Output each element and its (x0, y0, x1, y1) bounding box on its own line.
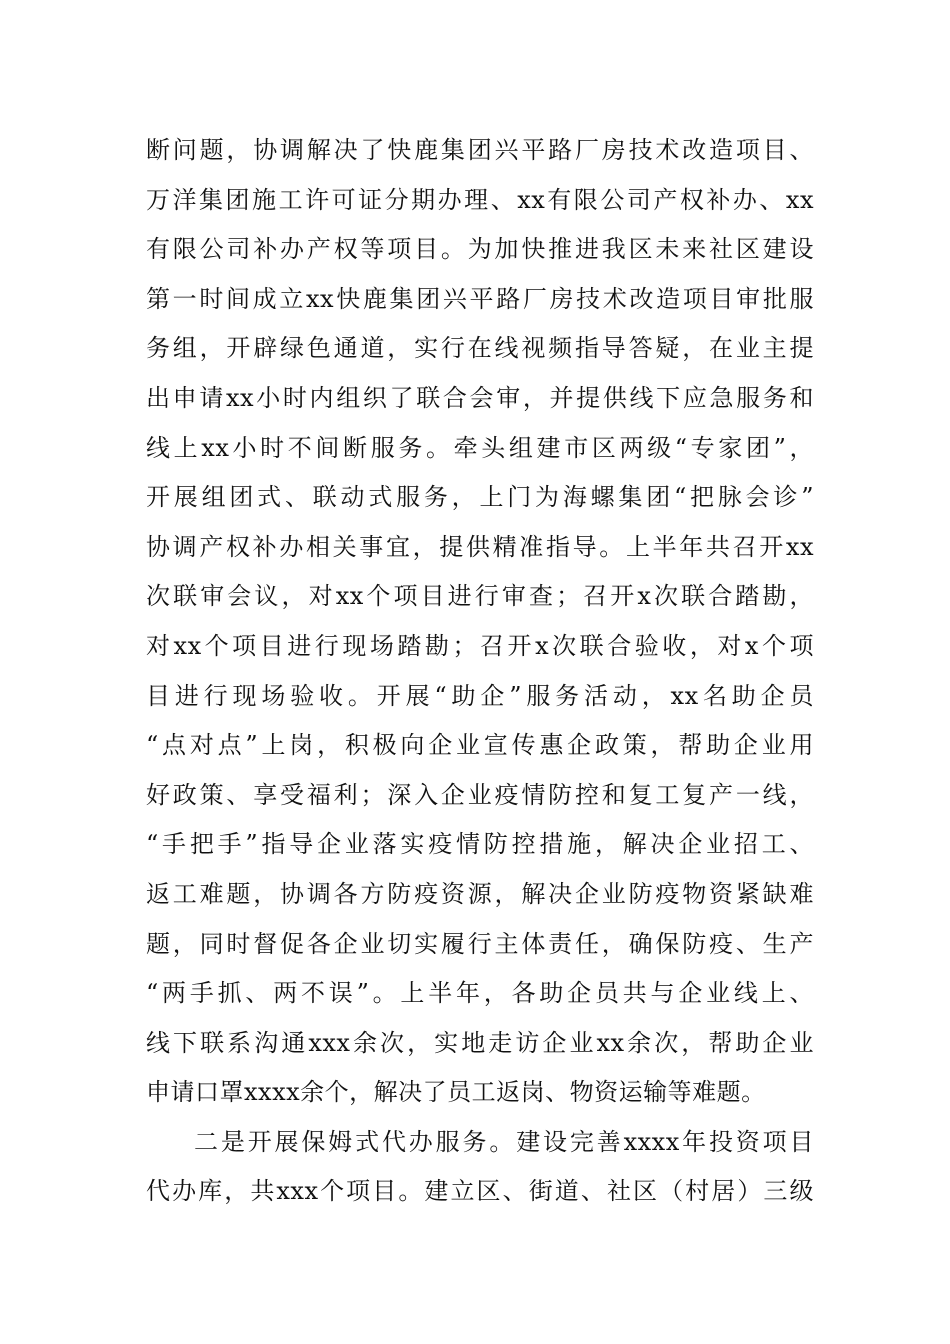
text-line: 万洋集团施工许可证分期办理、xx有限公司产权补办、xx (146, 185, 814, 214)
text-line: 第一时间成立xx快鹿集团兴平路厂房技术改造项目审批服 (146, 284, 814, 313)
text-line: “两手抓、两不误”。上半年，各助企员共与企业线上、 (146, 979, 814, 1008)
text-line: 开展组团式、联动式服务，上门为海螺集团“把脉会诊” (146, 483, 814, 512)
text-line: 线下联系沟通xxx余次，实地走访企业xx余次，帮助企业 (146, 1028, 814, 1057)
text-line: 题，同时督促各企业切实履行主体责任，确保防疫、生产 (146, 929, 814, 958)
text-line: 有限公司补办产权等项目。为加快推进我区未来社区建设 (146, 235, 814, 264)
text-line: 次联审会议，对xx个项目进行审查；召开x次联合踏勘， (146, 582, 814, 611)
text-line: 协调产权补办相关事宜，提供精准指导。上半年共召开xx (146, 532, 814, 561)
text-line: “点对点”上岗，积极向企业宣传惠企政策，帮助企业用 (146, 731, 814, 760)
body-text (146, 126, 814, 1217)
text-line: 出申请xx小时内组织了联合会审，并提供线下应急服务和 (146, 383, 814, 412)
text-line: 对xx个项目进行现场踏勘；召开x次联合验收，对x个项 (146, 631, 814, 660)
text-line: 目进行现场验收。开展“助企”服务活动，xx名助企员 (146, 681, 814, 710)
text-line: “手把手”指导企业落实疫情防控措施，解决企业招工、 (146, 830, 814, 859)
text-line: 务组，开辟绿色通道，实行在线视频指导答疑，在业主提 (146, 334, 814, 363)
text-line: 代办库，共xxx个项目。建立区、街道、社区（村居）三级 (146, 1177, 814, 1206)
text-line: 好政策、享受福利；深入企业疫情防控和复工复产一线， (146, 780, 814, 809)
text-line: 申请口罩xxxx余个，解决了员工返岗、物资运输等难题。 (146, 1078, 766, 1107)
text-line: 返工难题，协调各方防疫资源，解决企业防疫物资紧缺难 (146, 879, 814, 908)
text-line: 线上xx小时不间断服务。牵头组建市区两级“专家团”， (146, 433, 814, 462)
paragraph-start-line: 二是开展保姆式代办服务。建设完善xxxx年投资项目 (194, 1127, 814, 1156)
text-line: 断问题，协调解决了快鹿集团兴平路厂房技术改造项目、 (146, 136, 814, 164)
